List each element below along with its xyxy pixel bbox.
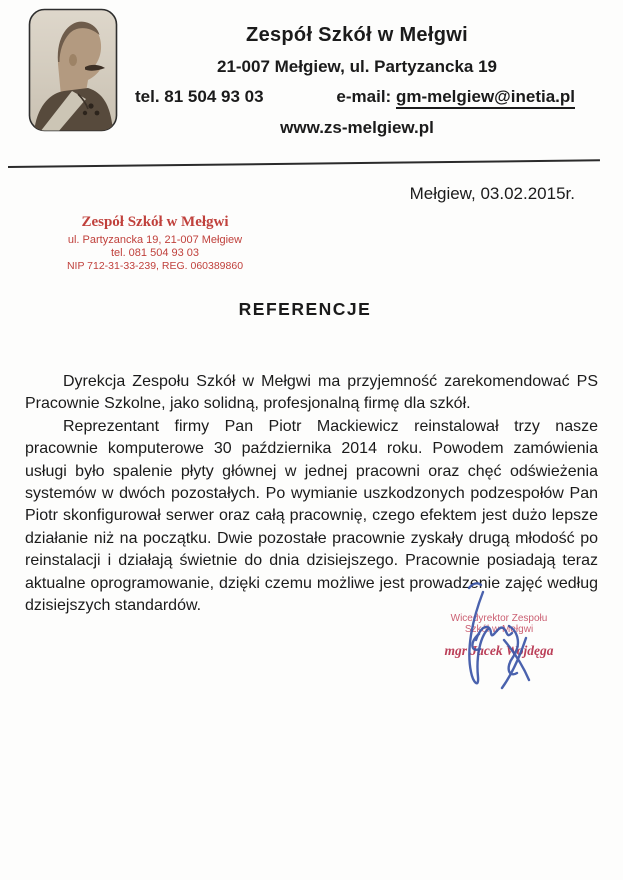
email-line [336, 87, 575, 107]
website-url: www.zs-melgiew.pl [280, 118, 434, 137]
stamp-nip-regon: NIP 712-31-33-239, REG. 060389860 [66, 259, 244, 272]
paragraph-recommendation: Dyrekcja Zespołu Szkół w Mełgwi ma przyjemność zarekomendować PS Pracownie Szkolne, jako solidną, profesjonalną firmę dla szkół. [25, 373, 598, 413]
header-divider [8, 159, 600, 168]
stamp-address: ul. Partyzancka 19, 21-007 Mełgiew [67, 234, 243, 247]
stamp-phone: tel. 081 504 93 03 [110, 246, 200, 259]
school-name: Zespół Szkół w Mełgwi [246, 24, 468, 46]
pilsudski-portrait-image [28, 8, 118, 132]
handwritten-signature [452, 578, 544, 696]
letterhead [120, 24, 594, 138]
date-line: Mełgiew, 03.02.2015r. [409, 184, 575, 203]
school-stamp [55, 214, 255, 272]
email-label: e-mail: [336, 87, 396, 106]
document-title: REFERENCJE [238, 299, 372, 319]
paragraph-details: Reprezentant firmy Pan Piotr Mackiewicz reinstalował trzy nasze pracownie komputerowe 30 października 2014 roku. Powodem zamówienia usługi było spalenie płyty głównej w jednej pracowni oraz chęć odświeżenia systemów w dwóch pozostałych. Po wymianie uszkodzonych podzespołów Pan Piotr skonfigurował serwer oraz całą pracownię, czego efektem jest dużo lepsze działanie niż na początku. Dwie pozostałe pracownie zyskały drugą młodość po reinstalacji i działają świetnie do dnia dzisiejszego. Pracownie posiadają teraz aktualne oprogramowanie, dzięki czemu możliwe jest prowadzenie zajęć według dzisiejszych standardów. [25, 417, 598, 615]
signer-role-stamp: Wicedyrektor Zespołu Szkół w Mełgwi [450, 613, 548, 635]
phone-number: tel. 81 504 93 03 [135, 87, 264, 106]
email-address: gm-melgiew@inetia.pl [396, 87, 575, 109]
stamp-school-name: Zespół Szkół w Mełgwi [81, 214, 229, 230]
contact-row [120, 87, 594, 107]
signer-name-stamp: mgr Jacek Wojdęga [444, 643, 554, 658]
school-address: 21-007 Mełgiew, ul. Partyzancka 19 [216, 57, 497, 76]
